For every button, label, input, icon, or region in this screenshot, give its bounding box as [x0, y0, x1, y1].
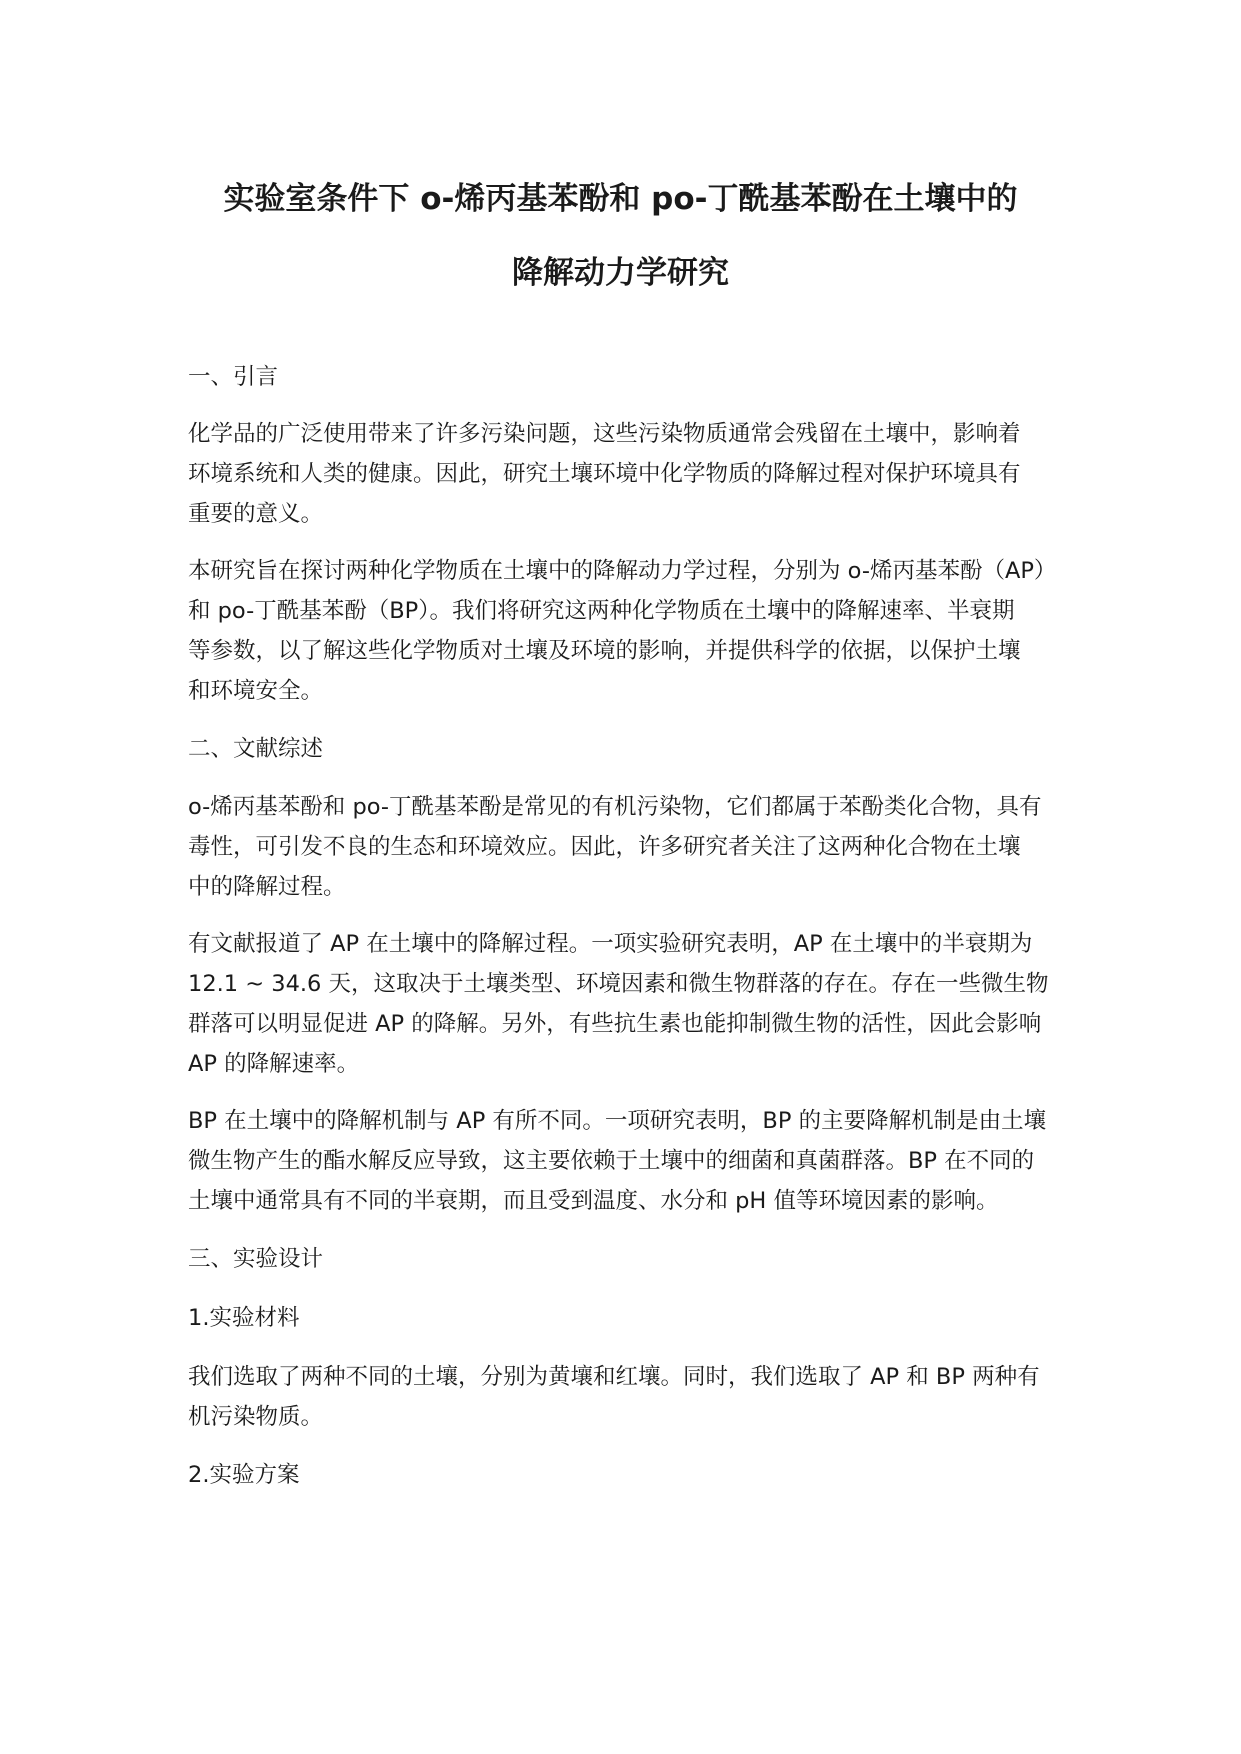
paragraph-materials [188, 1357, 1088, 1437]
text-line: o-烯丙基苯酚和 po-丁酰基苯酚是常见的有机污染物，它们都属于苯酚类化合物，具有 [188, 794, 1042, 820]
subsection-heading-plan: 2.实验方案 [188, 1462, 300, 1488]
text-line: 和环境安全。 [188, 678, 324, 704]
document-title-line1: 实验室条件下 o-烯丙基苯酚和 po-丁酰基苯酚在土壤中的 [223, 181, 1018, 217]
text-line: 化学品的广泛使用带来了许多污染问题，这些污染物质通常会残留在土壤中，影响着 [188, 421, 1021, 447]
text-line: 等参数，以了解这些化学物质对土壤及环境的影响，并提供科学的依据，以保护土壤 [188, 638, 1021, 664]
text-line: AP 的降解速率。 [188, 1051, 360, 1077]
paragraph-intro-2 [188, 551, 1088, 711]
paragraph-intro-1 [188, 414, 1088, 534]
text-line: 本研究旨在探讨两种化学物质在土壤中的降解动力学过程，分别为 o-烯丙基苯酚（AP） [188, 558, 1057, 584]
text-line: 12.1 ~ 34.6 天，这取决于土壤类型、环境因素和微生物群落的存在。存在一些微生物 [188, 971, 1049, 997]
text-line: 微生物产生的酯水解反应导致，这主要依赖于土壤中的细菌和真菌群落。BP 在不同的 [188, 1148, 1035, 1174]
paragraph-review-1 [188, 787, 1088, 907]
section-heading-experimental-design: 三、实验设计 [188, 1246, 324, 1272]
text-line: 毒性，可引发不良的生态和环境效应。因此，许多研究者关注了这两种化合物在土壤 [188, 834, 1021, 860]
section-heading-literature-review: 二、文献综述 [188, 736, 324, 762]
text-line: 环境系统和人类的健康。因此，研究土壤环境中化学物质的降解过程对保护环境具有 [188, 461, 1021, 487]
paragraph-review-2 [188, 924, 1088, 1084]
paragraph-review-3 [188, 1101, 1088, 1221]
section-heading-introduction: 一、引言 [188, 364, 279, 390]
text-line: BP 在土壤中的降解机制与 AP 有所不同。一项研究表明，BP 的主要降解机制是由土壤 [188, 1108, 1047, 1134]
text-line: 土壤中通常具有不同的半衰期，而且受到温度、水分和 pH 值等环境因素的影响。 [188, 1188, 999, 1214]
text-line: 和 po-丁酰基苯酚（BP）。我们将研究这两种化学物质在土壤中的降解速率、半衰期 [188, 598, 1015, 624]
text-line: 机污染物质。 [188, 1404, 324, 1430]
text-line: 中的降解过程。 [188, 874, 346, 900]
text-line: 我们选取了两种不同的土壤，分别为黄壤和红壤。同时，我们选取了 AP 和 BP 两种有 [188, 1364, 1040, 1390]
subsection-heading-materials: 1.实验材料 [188, 1305, 300, 1331]
text-line: 群落可以明显促进 AP 的降解。另外，有些抗生素也能抑制微生物的活性，因此会影响 [188, 1011, 1042, 1037]
text-line: 有文献报道了 AP 在土壤中的降解过程。一项实验研究表明，AP 在土壤中的半衰期为 [188, 931, 1033, 957]
document-title-line2: 降解动力学研究 [512, 255, 729, 291]
text-line: 重要的意义。 [188, 501, 324, 527]
